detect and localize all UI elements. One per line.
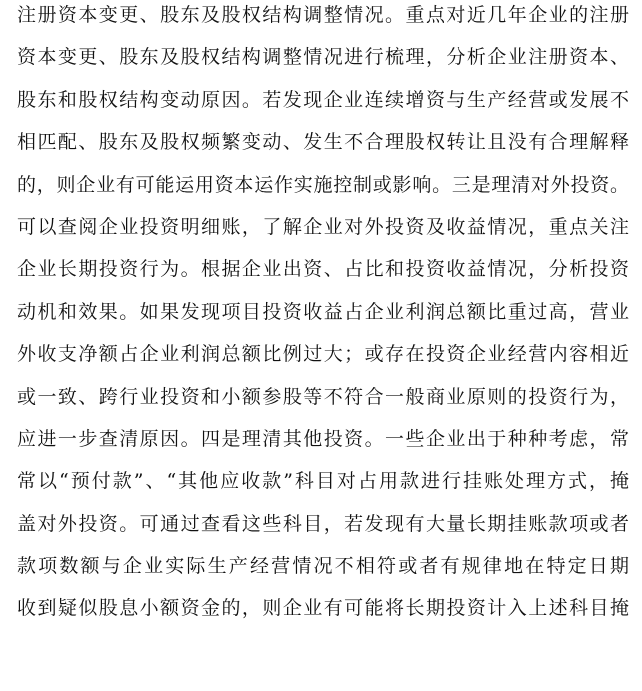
text-line: 股东和股权结构变动原因。若发现企业连续增资与生产经营或发展不: [17, 88, 629, 111]
text-line: 收到疑似股息小额资金的，则企业有可能将长期投资计入上述科目掩: [17, 597, 629, 620]
text-line: 资本变更、股东及股权结构调整情况进行梳理，分析企业注册资本、: [17, 46, 629, 69]
text-line: 动机和效果。如果发现项目投资收益占企业利润总额比重过高，营业: [17, 300, 629, 323]
text-line: 外收支净额占企业利润总额比例过大；或存在投资企业经营内容相近: [17, 343, 629, 366]
text-line: 可以查阅企业投资明细账，了解企业对外投资及收益情况，重点关注: [17, 215, 629, 238]
document-body: [17, 4, 629, 640]
text-line: 款项数额与企业实际生产经营情况不相符或者有规律地在特定日期: [17, 555, 629, 578]
text-line: 应进一步查清原因。四是理清其他投资。一些企业出于种种考虑，常: [17, 427, 629, 450]
text-line: 相匹配、股东及股权频繁变动、发生不合理股权转让且没有合理解释: [17, 131, 629, 154]
text-line: 企业长期投资行为。根据企业出资、占比和投资收益情况，分析投资: [17, 258, 629, 281]
text-line: 注册资本变更、股东及股权结构调整情况。重点对近几年企业的注册: [17, 4, 629, 26]
text-line: 盖对外投资。可通过查看这些科目，若发现有大量长期挂账款项或者: [17, 512, 629, 535]
text-line: 常以“预付款”、“其他应收款”科目对占用款进行挂账处理方式，掩: [17, 470, 629, 493]
text-line: 的，则企业有可能运用资本运作实施控制或影响。三是理清对外投资。: [17, 173, 629, 196]
text-line: 或一致、跨行业投资和小额参股等不符合一般商业原则的投资行为，: [17, 385, 629, 408]
